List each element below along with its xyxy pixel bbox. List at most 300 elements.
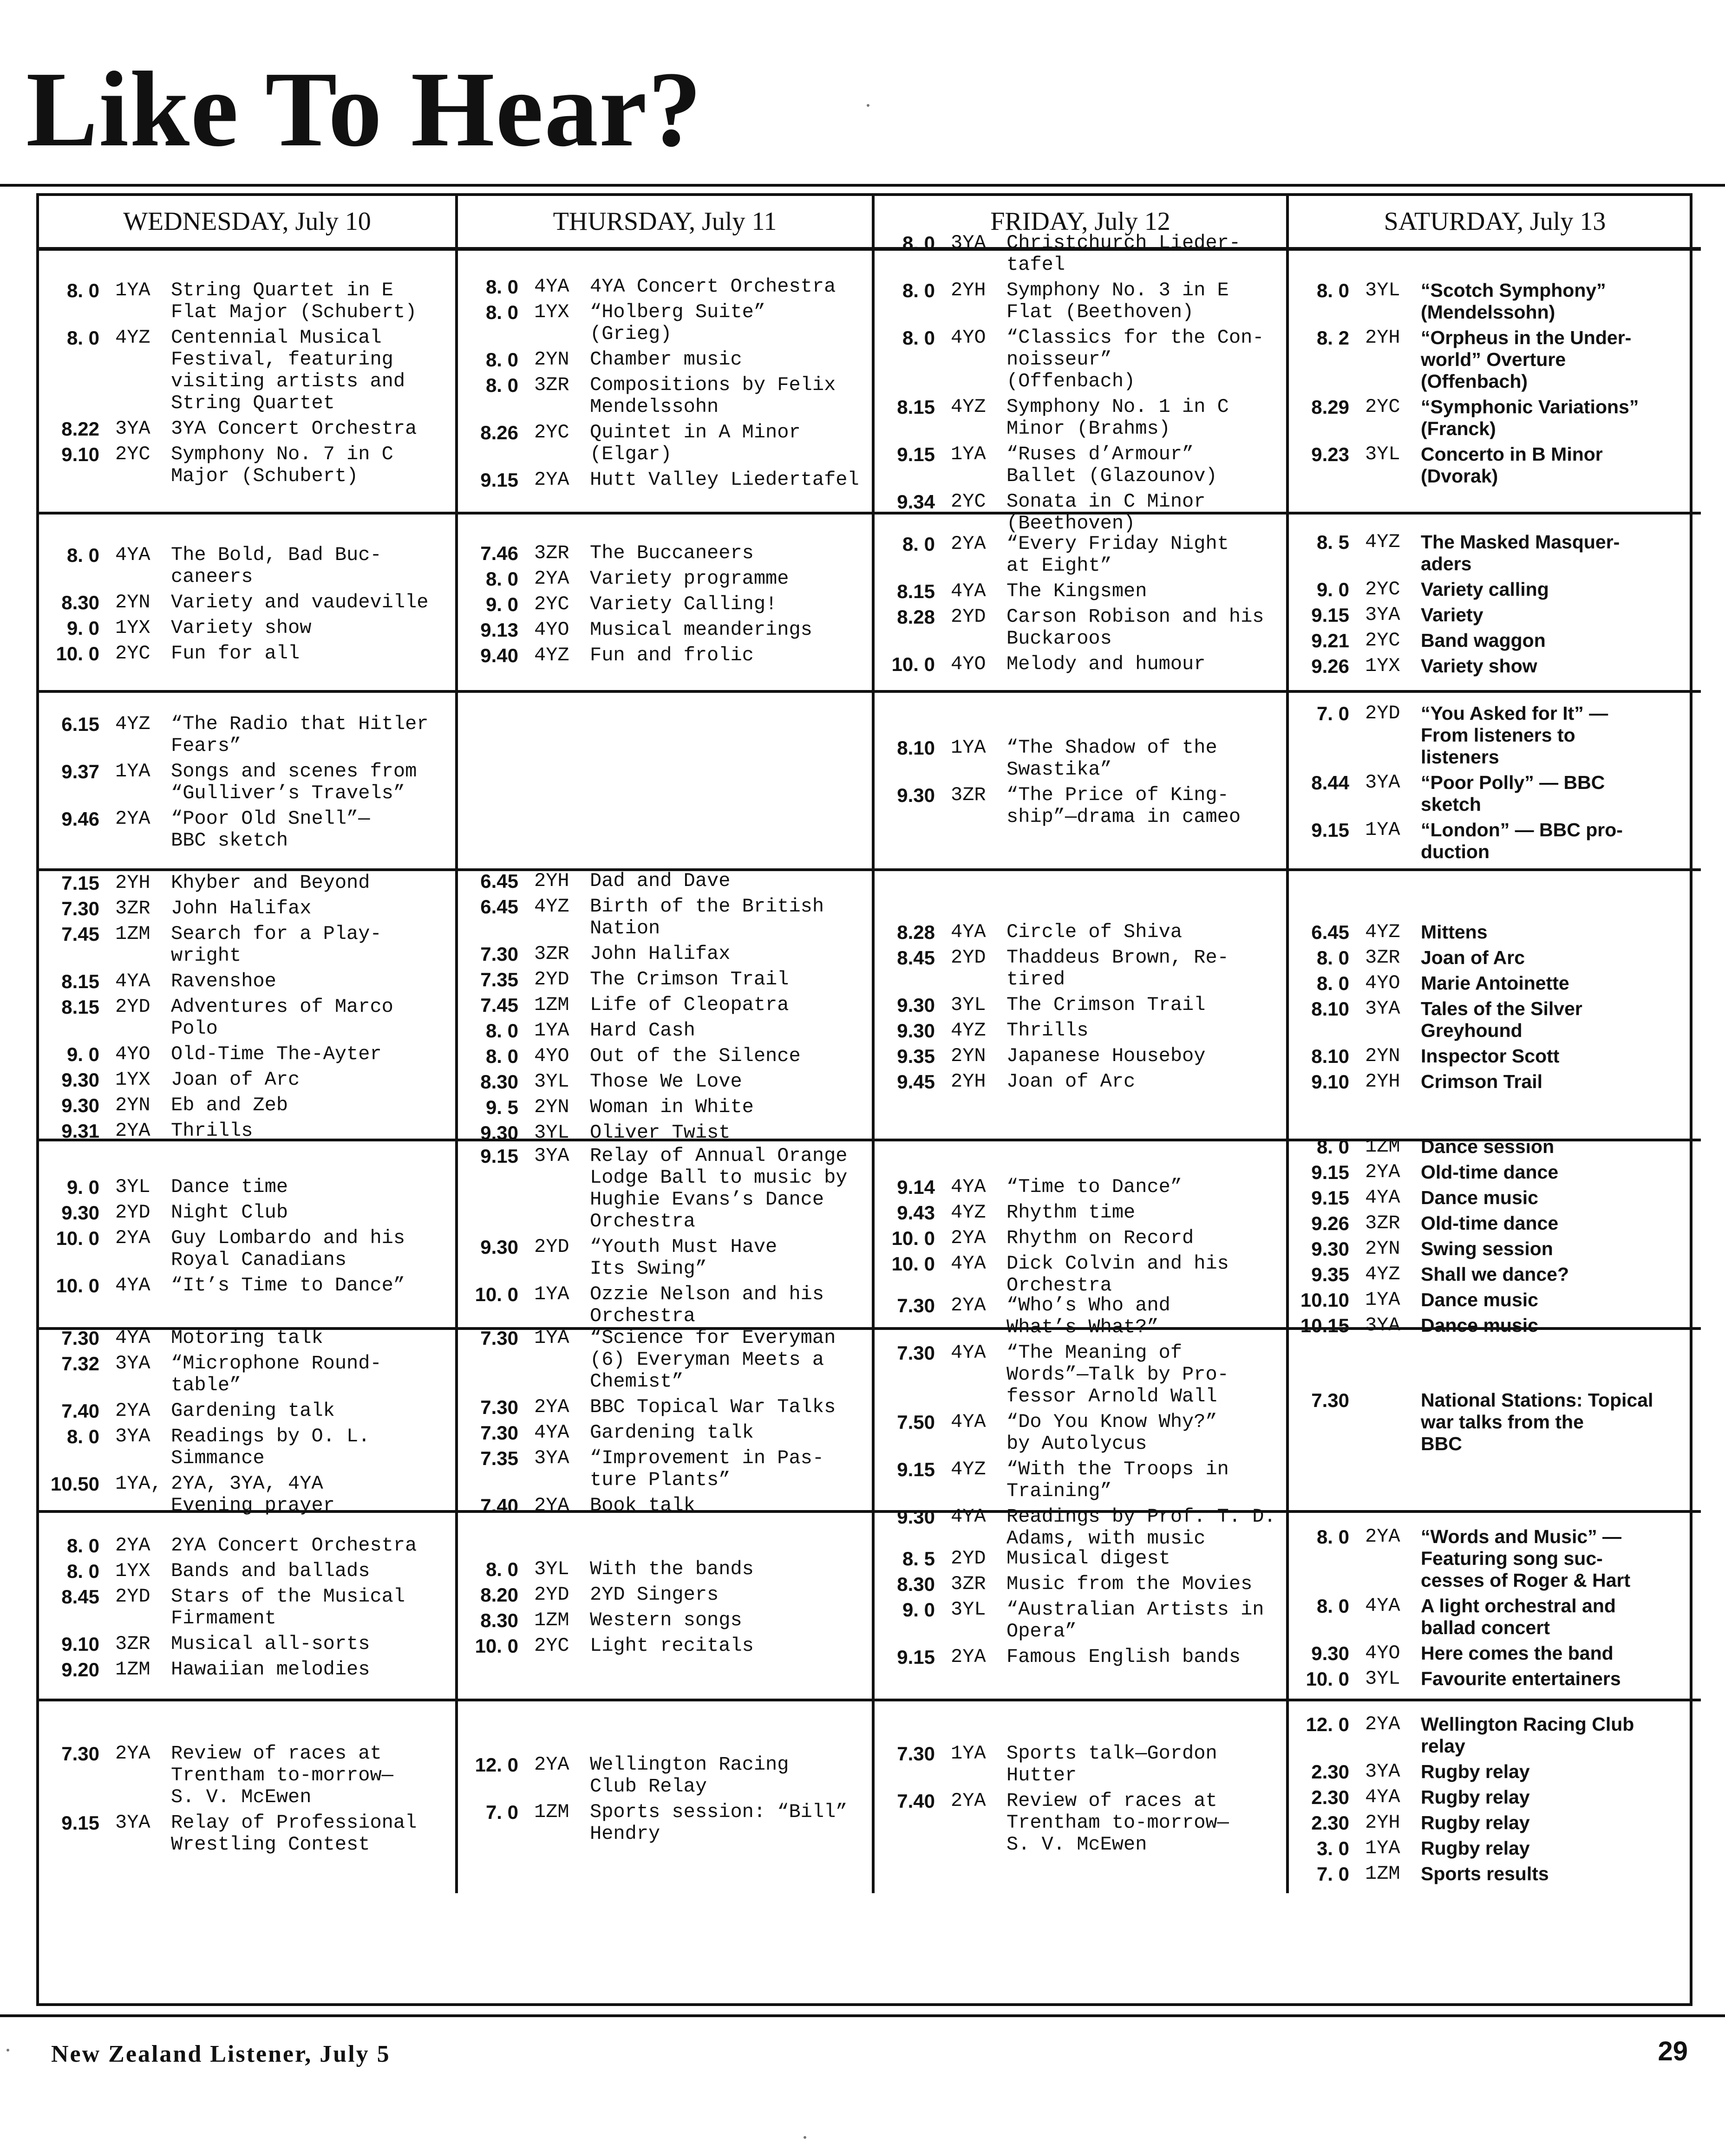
program-title: Rugby relay bbox=[1421, 1837, 1530, 1859]
station-code: 4YO bbox=[115, 1042, 150, 1065]
program-title: With the bands bbox=[590, 1558, 754, 1580]
day-header-friday: FRIDAY, July 12 bbox=[875, 196, 1289, 251]
program-title: “Poor Old Snell”— BBC sketch bbox=[171, 808, 370, 852]
broadcast-time: 9.30 bbox=[897, 1019, 935, 1042]
station-code: 2YD bbox=[1365, 702, 1400, 724]
program-title: Variety Calling! bbox=[590, 593, 778, 615]
broadcast-time: 10. 0 bbox=[475, 1283, 518, 1305]
station-code: 4YA bbox=[951, 1175, 986, 1198]
program-title: Rhythm time bbox=[1006, 1201, 1136, 1224]
program-title: Shall we dance? bbox=[1421, 1264, 1569, 1285]
program-title: Centennial Musical Festival, featuring visiting artists and String Quartet bbox=[171, 326, 405, 414]
station-code: 4YZ bbox=[534, 644, 569, 666]
program-entry bbox=[1298, 921, 1692, 943]
broadcast-time: 8.45 bbox=[897, 946, 935, 969]
program-entry bbox=[48, 443, 447, 487]
program-entry bbox=[1298, 1837, 1692, 1859]
program-entry bbox=[884, 1020, 1278, 1042]
broadcast-time: 8. 0 bbox=[66, 1560, 99, 1582]
broadcast-time: 10. 0 bbox=[56, 1274, 99, 1296]
station-code: 1ZM bbox=[1365, 1135, 1400, 1158]
station-code: 2YA bbox=[115, 808, 150, 830]
program-title: Relay of Professional Wrestling Contest bbox=[171, 1811, 417, 1856]
broadcast-time: 8. 0 bbox=[66, 1426, 99, 1447]
station-code: 3ZR bbox=[1365, 946, 1400, 969]
schedule-cell-thursday bbox=[458, 869, 875, 1144]
program-title: 2YA, 3YA, 4YA Evening prayer bbox=[171, 1472, 335, 1517]
broadcast-time: 8. 0 bbox=[66, 544, 99, 566]
station-code: 1YX bbox=[534, 300, 569, 323]
schedule-cell-wednesday bbox=[39, 1141, 458, 1330]
program-title: Musical digest bbox=[1006, 1547, 1170, 1570]
broadcast-time: 9.35 bbox=[1311, 1264, 1349, 1285]
station-code: 2YA bbox=[951, 533, 986, 555]
station-code: 2YD bbox=[534, 1236, 569, 1258]
program-entry bbox=[467, 1122, 863, 1144]
broadcast-time: 10. 0 bbox=[475, 1635, 518, 1657]
program-title: Variety show bbox=[171, 616, 312, 639]
program-entry bbox=[884, 327, 1278, 392]
broadcast-time: 8. 5 bbox=[1316, 531, 1349, 553]
station-code: 2YA bbox=[534, 1396, 569, 1418]
program-entry bbox=[48, 713, 447, 757]
broadcast-time: 9.15 bbox=[1311, 1161, 1349, 1183]
broadcast-time: 8. 0 bbox=[1316, 972, 1349, 994]
program-entry bbox=[48, 1633, 447, 1655]
program-entry bbox=[1298, 1668, 1692, 1690]
station-code: 1ZM bbox=[1365, 1863, 1400, 1885]
broadcast-time: 8.30 bbox=[480, 1070, 518, 1093]
station-code: 1ZM bbox=[115, 1658, 150, 1681]
program-title: Western songs bbox=[590, 1609, 742, 1631]
station-code: 2YA bbox=[951, 1790, 986, 1812]
program-title: National Stations: Topical war talks from the BBC bbox=[1421, 1389, 1653, 1454]
program-title: Variety show bbox=[1421, 655, 1537, 677]
program-entry bbox=[1298, 1526, 1692, 1591]
station-code: 1YA bbox=[951, 443, 986, 465]
program-title: A light orchestral and ballad concert bbox=[1421, 1595, 1616, 1638]
schedule-cell-friday bbox=[875, 231, 1289, 534]
program-entry bbox=[1298, 531, 1692, 575]
station-code: 4YZ bbox=[951, 1201, 986, 1224]
program-entry bbox=[1298, 1187, 1692, 1209]
program-title: Chamber music bbox=[590, 348, 742, 371]
schedule-cell-thursday bbox=[458, 693, 875, 871]
broadcast-time: 9.30 bbox=[897, 994, 935, 1016]
broadcast-time: 7.46 bbox=[480, 542, 518, 564]
program-entry bbox=[467, 1396, 863, 1418]
station-code: 3YL bbox=[1365, 1667, 1400, 1690]
broadcast-time: 8. 2 bbox=[1316, 326, 1349, 349]
station-code: 2YA bbox=[534, 468, 569, 491]
program-title: Motoring talk bbox=[171, 1327, 323, 1349]
program-entry bbox=[884, 533, 1278, 577]
program-title: Khyber and Beyond bbox=[171, 871, 370, 894]
station-code: 4YO bbox=[1365, 1641, 1400, 1664]
broadcast-time: 8. 0 bbox=[485, 374, 518, 396]
program-title: Sports session: “Bill” Hendry bbox=[590, 1800, 848, 1845]
station-code: 1YA bbox=[534, 1019, 569, 1042]
program-entry bbox=[884, 1202, 1278, 1224]
program-title: Dance music bbox=[1421, 1289, 1538, 1310]
schedule-cell-thursday bbox=[458, 1513, 875, 1701]
program-entry bbox=[48, 1400, 447, 1422]
program-title: Guy Lombardo and his Royal Canadians bbox=[171, 1226, 405, 1271]
station-code: 2YH bbox=[1365, 1811, 1400, 1834]
day-header-saturday: SATURDAY, July 13 bbox=[1289, 196, 1701, 251]
station-code: 2YC bbox=[534, 421, 569, 443]
schedule-cell-friday bbox=[875, 515, 1289, 693]
station-code: 2YN bbox=[1365, 1044, 1400, 1067]
program-entry bbox=[48, 418, 447, 440]
broadcast-time: 9.30 bbox=[1311, 1238, 1349, 1260]
schedule-cell-wednesday bbox=[39, 1701, 458, 1893]
program-entry bbox=[884, 1071, 1278, 1093]
broadcast-time: 9.30 bbox=[61, 1201, 99, 1224]
broadcast-time: 6.45 bbox=[480, 870, 518, 892]
station-code: 3YA bbox=[1365, 604, 1400, 626]
program-title: Dance music bbox=[1421, 1187, 1538, 1208]
schedule-grid bbox=[36, 193, 1692, 2006]
program-title: Music from the Movies bbox=[1006, 1572, 1253, 1595]
program-title: Musical all-sorts bbox=[171, 1633, 370, 1655]
broadcast-time: 10. 0 bbox=[1306, 1667, 1349, 1690]
station-code: 4YO bbox=[534, 618, 569, 641]
program-title: Gardening talk bbox=[171, 1400, 335, 1422]
broadcast-time: 7.32 bbox=[61, 1353, 99, 1374]
program-entry bbox=[1298, 1786, 1692, 1808]
program-entry bbox=[1298, 947, 1692, 969]
station-code: 2YD bbox=[951, 606, 986, 628]
broadcast-time: 9.15 bbox=[897, 1646, 935, 1668]
program-entry bbox=[48, 1426, 447, 1469]
program-title: Night Club bbox=[171, 1201, 288, 1224]
program-title: Ozzie Nelson and his Orchestra bbox=[590, 1283, 824, 1327]
program-title: Japanese Houseboy bbox=[1006, 1044, 1206, 1067]
station-code: 3YA bbox=[534, 1447, 569, 1469]
program-entry bbox=[467, 969, 863, 990]
program-entry bbox=[1298, 1161, 1692, 1183]
broadcast-time: 7.30 bbox=[897, 1342, 935, 1364]
station-code: 2YA bbox=[1365, 1713, 1400, 1735]
program-title: The Crimson Trail bbox=[1006, 993, 1206, 1016]
station-code: 4YO bbox=[534, 1044, 569, 1067]
program-title: Hawaiian melodies bbox=[171, 1658, 370, 1681]
broadcast-time: 9.10 bbox=[61, 443, 99, 465]
program-entry bbox=[467, 943, 863, 965]
broadcast-time: 9.45 bbox=[897, 1070, 935, 1093]
station-code: 4YZ bbox=[1365, 531, 1400, 553]
program-title: The Kingsmen bbox=[1006, 580, 1147, 602]
station-code: 2YD bbox=[534, 1583, 569, 1606]
schedule-cell-saturday bbox=[1289, 1701, 1701, 1893]
program-title: Rugby relay bbox=[1421, 1761, 1530, 1782]
broadcast-time: 7.45 bbox=[480, 994, 518, 1016]
page-title: Like To Hear? bbox=[26, 50, 703, 169]
broadcast-time: 9.26 bbox=[1311, 1212, 1349, 1234]
broadcast-time: 9.30 bbox=[897, 784, 935, 806]
program-title: Dance music bbox=[1421, 1315, 1538, 1336]
program-title: Eb and Zeb bbox=[171, 1094, 288, 1116]
station-code: 2YH bbox=[1365, 326, 1400, 349]
page-number: 29 bbox=[1658, 2036, 1688, 2066]
station-code: 3YL bbox=[534, 1121, 569, 1144]
broadcast-time: 9. 5 bbox=[485, 1096, 518, 1118]
program-title: “The Radio that Hitler Fears” bbox=[171, 713, 429, 757]
program-entry bbox=[467, 896, 863, 939]
program-entry bbox=[48, 898, 447, 919]
program-title: “Improvement in Pas- ture Plants” bbox=[590, 1447, 824, 1491]
station-code: 4YZ bbox=[115, 326, 150, 349]
broadcast-time: 8. 0 bbox=[1316, 1525, 1349, 1548]
broadcast-time: 9.40 bbox=[480, 644, 518, 666]
schedule-cell-wednesday bbox=[39, 693, 458, 871]
program-title: “You Asked for It” — From listeners to listeners bbox=[1421, 702, 1608, 768]
program-title: “Symphonic Variations” (Franck) bbox=[1421, 396, 1639, 439]
station-code: 4YZ bbox=[1365, 920, 1400, 943]
program-entry bbox=[1298, 1289, 1692, 1311]
station-code: 4YZ bbox=[115, 713, 150, 735]
program-entry bbox=[467, 1327, 863, 1393]
broadcast-time: 2.30 bbox=[1311, 1786, 1349, 1808]
program-title: Gardening talk bbox=[590, 1421, 754, 1444]
program-entry bbox=[48, 1043, 447, 1065]
program-title: Out of the Silence bbox=[590, 1044, 801, 1067]
program-entry bbox=[1298, 1642, 1692, 1664]
program-entry bbox=[1298, 1863, 1692, 1885]
program-entry bbox=[1298, 1071, 1692, 1093]
station-code: 2YC bbox=[115, 642, 150, 664]
program-title: “Australian Artists in Opera” bbox=[1006, 1598, 1264, 1642]
program-entry bbox=[884, 280, 1278, 323]
program-title: Symphony No. 1 in C Minor (Brahms) bbox=[1006, 395, 1229, 440]
station-code: 4YA bbox=[951, 1410, 986, 1433]
station-code: 3YL bbox=[534, 1558, 569, 1580]
program-entry bbox=[1298, 327, 1692, 392]
broadcast-time: 10.10 bbox=[1300, 1289, 1349, 1311]
program-title: Christchurch Lieder- tafel bbox=[1006, 231, 1241, 276]
broadcast-time: 9.30 bbox=[480, 1121, 518, 1144]
broadcast-time: 7.40 bbox=[897, 1790, 935, 1812]
broadcast-time: 8. 0 bbox=[485, 1558, 518, 1580]
broadcast-time: 8. 0 bbox=[902, 533, 935, 555]
station-code: 2YA bbox=[534, 1753, 569, 1776]
station-code: 1YA bbox=[115, 760, 150, 782]
station-code: 2YA bbox=[1365, 1161, 1400, 1183]
program-title: Stars of the Musical Firmament bbox=[171, 1585, 405, 1629]
program-entry bbox=[48, 1069, 447, 1091]
station-code: 3YL bbox=[115, 1175, 150, 1198]
broadcast-time: 9.15 bbox=[1311, 604, 1349, 626]
program-title: “Time to Dance” bbox=[1006, 1175, 1183, 1198]
program-entry bbox=[884, 1790, 1278, 1856]
station-code: 1YX bbox=[115, 1068, 150, 1091]
program-entry bbox=[1298, 1264, 1692, 1285]
broadcast-time: 9.31 bbox=[61, 1120, 99, 1142]
program-entry bbox=[467, 349, 863, 371]
broadcast-time: 9.15 bbox=[897, 1458, 935, 1480]
program-title: Dad and Dave bbox=[590, 869, 731, 892]
program-title: Quintet in A Minor (Elgar) bbox=[590, 421, 801, 465]
station-code: 2YD bbox=[115, 1201, 150, 1224]
station-code: 2YA bbox=[115, 1400, 150, 1422]
program-title: Joan of Arc bbox=[1421, 946, 1525, 968]
program-title: Mittens bbox=[1421, 921, 1488, 943]
station-code: 2YC bbox=[115, 443, 150, 465]
program-title: “Every Friday Night at Eight” bbox=[1006, 533, 1229, 577]
broadcast-time: 8. 0 bbox=[66, 326, 99, 349]
broadcast-time: 8.30 bbox=[897, 1573, 935, 1595]
program-entry bbox=[884, 1411, 1278, 1455]
broadcast-time: 7.30 bbox=[480, 1422, 518, 1444]
station-code: 4YA bbox=[1365, 1186, 1400, 1209]
broadcast-time: 7.15 bbox=[61, 872, 99, 894]
broadcast-time: 9.15 bbox=[1311, 819, 1349, 841]
schedule-cell-friday bbox=[875, 1701, 1289, 1893]
station-code: 3ZR bbox=[534, 373, 569, 396]
print-speck bbox=[7, 2049, 9, 2052]
broadcast-time: 8.22 bbox=[61, 417, 99, 440]
station-code: 2YA bbox=[534, 567, 569, 590]
program-entry bbox=[467, 1558, 863, 1580]
program-title: Readings by O. L. Simmance bbox=[171, 1425, 370, 1469]
program-entry bbox=[467, 1609, 863, 1631]
station-code: 2YC bbox=[534, 593, 569, 615]
broadcast-time: 9.30 bbox=[897, 1505, 935, 1528]
station-code: 2YC bbox=[1365, 578, 1400, 600]
station-code: 2YD bbox=[951, 946, 986, 969]
broadcast-time: 7.30 bbox=[480, 1327, 518, 1349]
broadcast-time: 7.45 bbox=[61, 923, 99, 945]
program-entry bbox=[467, 1071, 863, 1093]
program-entry bbox=[48, 1227, 447, 1271]
program-entry bbox=[884, 1176, 1278, 1198]
station-code: 2YN bbox=[534, 348, 569, 371]
schedule-cell-wednesday bbox=[39, 1513, 458, 1701]
broadcast-time: 8.10 bbox=[897, 737, 935, 759]
program-entry bbox=[1298, 972, 1692, 994]
broadcast-time: 6.15 bbox=[61, 713, 99, 735]
program-title: “The Shadow of the Swastika” bbox=[1006, 736, 1217, 781]
program-title: Dick Colvin and his Orchestra bbox=[1006, 1252, 1229, 1296]
program-entry bbox=[467, 870, 863, 892]
program-entry bbox=[884, 921, 1278, 943]
program-title: Thrills bbox=[171, 1119, 253, 1142]
program-title: Relay of Annual Orange Lodge Ball to music by Hughie Evans’s Dance Orchestra bbox=[590, 1145, 848, 1232]
program-entry bbox=[884, 1743, 1278, 1786]
broadcast-time: 9. 0 bbox=[66, 1176, 99, 1198]
program-entry bbox=[884, 653, 1278, 675]
program-entry bbox=[467, 422, 863, 465]
station-code: 1ZM bbox=[534, 1800, 569, 1823]
program-entry bbox=[467, 1801, 863, 1845]
broadcast-time: 9.35 bbox=[897, 1045, 935, 1067]
program-entry bbox=[467, 593, 863, 615]
broadcast-time: 9.15 bbox=[897, 443, 935, 465]
station-code: 3YA bbox=[1365, 1760, 1400, 1783]
program-entry bbox=[467, 469, 863, 491]
station-code: 3YA bbox=[115, 417, 150, 440]
program-entry bbox=[1298, 280, 1692, 323]
broadcast-time: 8. 5 bbox=[902, 1547, 935, 1570]
schedule-cell-saturday bbox=[1289, 693, 1701, 871]
station-code: 2YC bbox=[1365, 395, 1400, 418]
station-code: 3ZR bbox=[115, 897, 150, 919]
schedule-cell-wednesday bbox=[39, 871, 458, 1141]
program-title: Melody and humour bbox=[1006, 653, 1206, 675]
program-title: Readings by Prof. T. D. Adams, with music bbox=[1006, 1505, 1276, 1550]
schedule-cell-friday bbox=[875, 871, 1289, 1141]
station-code: 4YA bbox=[951, 1505, 986, 1528]
program-entry bbox=[48, 971, 447, 992]
station-code: 3YL bbox=[951, 993, 986, 1016]
program-entry bbox=[467, 1283, 863, 1327]
program-title: Rugby relay bbox=[1421, 1812, 1530, 1833]
station-code: 1ZM bbox=[115, 922, 150, 945]
program-title: The Bold, Bad Buc- caneers bbox=[171, 543, 382, 588]
station-code: 3YA bbox=[1365, 771, 1400, 794]
program-entry bbox=[467, 1145, 863, 1232]
program-entry bbox=[467, 1236, 863, 1280]
broadcast-time: 9. 0 bbox=[902, 1598, 935, 1621]
program-title: Variety calling bbox=[1421, 579, 1549, 600]
program-entry bbox=[48, 1586, 447, 1629]
program-title: Swing session bbox=[1421, 1238, 1553, 1259]
program-entry bbox=[1298, 1761, 1692, 1783]
program-title: Crimson Trail bbox=[1421, 1070, 1543, 1092]
program-entry bbox=[467, 568, 863, 590]
broadcast-time: 2.30 bbox=[1311, 1812, 1349, 1834]
broadcast-time: 9.15 bbox=[61, 1812, 99, 1834]
schedule-cell-saturday bbox=[1289, 515, 1701, 693]
program-title: Circle of Shiva bbox=[1006, 920, 1183, 943]
station-code: 2YA bbox=[115, 1119, 150, 1142]
broadcast-time: 9.46 bbox=[61, 808, 99, 830]
program-title: Inspector Scott bbox=[1421, 1045, 1560, 1067]
program-entry bbox=[884, 580, 1278, 602]
program-title: Carson Robison and his Buckaroos bbox=[1006, 606, 1264, 650]
station-code: 4YZ bbox=[1365, 1263, 1400, 1285]
program-title: “The Meaning of Words”—Talk by Pro- fessor Arnold Wall bbox=[1006, 1341, 1229, 1407]
program-title: Woman in White bbox=[590, 1095, 754, 1118]
program-entry bbox=[884, 443, 1278, 487]
broadcast-time: 7.35 bbox=[480, 968, 518, 990]
station-code: 1YX bbox=[115, 1560, 150, 1582]
program-title: John Halifax bbox=[171, 897, 312, 919]
schedule-cell-thursday bbox=[458, 1327, 875, 1517]
broadcast-time: 10. 0 bbox=[891, 653, 935, 675]
broadcast-time: 8. 0 bbox=[485, 301, 518, 323]
broadcast-time: 9.37 bbox=[61, 761, 99, 782]
schedule-cell-saturday bbox=[1289, 1330, 1701, 1513]
station-code: 2YH bbox=[951, 1070, 986, 1093]
program-title: Marie Antoinette bbox=[1421, 972, 1569, 994]
broadcast-time: 8.15 bbox=[897, 396, 935, 418]
station-code: 1YA bbox=[951, 736, 986, 759]
station-code: 4YA bbox=[115, 543, 150, 566]
broadcast-time: 7.50 bbox=[897, 1411, 935, 1433]
station-code: 2YA bbox=[115, 1534, 150, 1557]
program-title: Songs and scenes from “Gulliver’s Travels” bbox=[171, 760, 417, 804]
station-code: 2YH bbox=[1365, 1070, 1400, 1093]
program-title: Favourite entertainers bbox=[1421, 1667, 1621, 1689]
program-title: “Youth Must Have Its Swing” bbox=[590, 1236, 778, 1280]
program-entry bbox=[884, 947, 1278, 990]
broadcast-time: 7.30 bbox=[480, 943, 518, 965]
broadcast-time: 7.30 bbox=[61, 1327, 99, 1349]
program-entry bbox=[48, 1560, 447, 1582]
station-code: 4YA bbox=[115, 1274, 150, 1296]
